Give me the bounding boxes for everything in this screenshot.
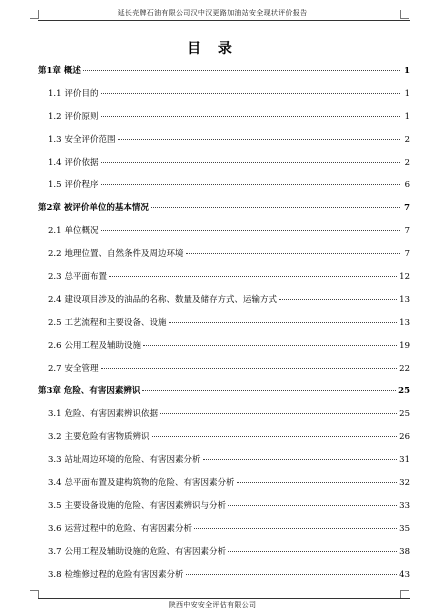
toc-page-number: 25 xyxy=(398,386,410,397)
toc-entry-number: 3.7 xyxy=(48,546,62,557)
toc-entry-title: 工艺流程和主要设备、设施 xyxy=(64,317,167,328)
toc-dot-leader xyxy=(101,162,400,163)
toc-dot-leader xyxy=(142,390,396,391)
toc-page-number: 38 xyxy=(399,546,410,557)
toc-chapter-entry[interactable] xyxy=(38,197,410,220)
toc-entry-title: 评价依据 xyxy=(64,157,99,168)
toc-entry-number: 第1章 xyxy=(38,66,61,76)
toc-section-entry[interactable] xyxy=(38,266,410,289)
toc-entry-number: 1.3 xyxy=(48,134,62,145)
toc-entry-title: 总平面布置及建构筑物的危险、有害因素分析 xyxy=(64,478,235,489)
toc-dot-leader xyxy=(101,184,400,185)
toc-entry-number: 3.6 xyxy=(48,523,62,534)
toc-entry-title: 运营过程中的危险、有害因素分析 xyxy=(64,523,193,534)
toc-dot-leader xyxy=(160,413,397,414)
toc-section-entry[interactable] xyxy=(38,174,410,197)
toc-page-number: 12 xyxy=(399,272,410,283)
toc-page-number: 33 xyxy=(399,500,410,511)
toc-page-number: 2 xyxy=(404,157,410,168)
toc-entry-title: 公用工程及辅助设施 xyxy=(64,340,142,351)
toc-page-number: 19 xyxy=(399,340,410,351)
toc-dot-leader xyxy=(186,574,398,575)
toc-section-entry[interactable] xyxy=(38,289,410,312)
toc-entry-number: 2.1 xyxy=(48,226,62,237)
toc-entry-title: 评价目的 xyxy=(64,88,99,99)
toc-section-entry[interactable] xyxy=(38,495,410,518)
toc-page-number: 26 xyxy=(399,432,410,443)
toc-entry-number: 2.7 xyxy=(48,363,62,374)
toc-entry-number: 第2章 xyxy=(38,203,61,214)
toc-entry-title: 公用工程及辅助设施的危险、有害因素分析 xyxy=(64,546,227,557)
toc-page-number: 25 xyxy=(399,409,410,420)
toc-section-entry[interactable] xyxy=(38,541,410,564)
toc-dot-leader xyxy=(228,505,397,506)
toc-entry-number: 3.5 xyxy=(48,500,62,511)
table-of-contents xyxy=(38,60,410,586)
toc-entry-title: 概述 xyxy=(63,66,81,76)
toc-page-number: 35 xyxy=(399,523,410,534)
toc-entry-title: 检维修过程的危险有害因素分析 xyxy=(64,569,184,580)
toc-entry-title: 主要危险有害物质辨识 xyxy=(64,432,150,443)
toc-page-number: 1 xyxy=(404,88,410,99)
toc-dot-leader xyxy=(169,322,398,323)
toc-dot-leader xyxy=(83,70,400,71)
toc-page-number: 31 xyxy=(399,455,410,466)
toc-section-entry[interactable] xyxy=(38,129,410,152)
toc-entry-title: 站址周边环境的危险、有害因素分析 xyxy=(64,455,201,466)
toc-page-number: 6 xyxy=(404,180,410,191)
toc-dot-leader xyxy=(118,139,400,140)
header-rule xyxy=(38,20,410,21)
toc-entry-title: 评价原则 xyxy=(64,111,99,122)
toc-page-number: 13 xyxy=(399,317,410,328)
toc-entry-number: 1.5 xyxy=(48,180,62,191)
toc-entry-title: 安全评价范围 xyxy=(64,134,116,145)
toc-entry-number: 2.6 xyxy=(48,340,62,351)
toc-section-entry[interactable] xyxy=(38,472,410,495)
toc-section-entry[interactable] xyxy=(38,83,410,106)
toc-dot-leader xyxy=(101,230,400,231)
toc-dot-leader xyxy=(279,299,397,300)
page-header: 延长壳牌石油有限公司汉中汉更路加油站安全现状评价报告 xyxy=(117,9,308,17)
toc-section-entry[interactable] xyxy=(38,152,410,175)
toc-entry-number: 2.2 xyxy=(48,249,62,260)
toc-entry-title: 建设项目涉及的油品的名称、数量及储存方式、运输方式 xyxy=(64,294,278,305)
toc-page-number: 13 xyxy=(399,294,410,305)
toc-dot-leader xyxy=(101,116,400,117)
toc-chapter-entry[interactable] xyxy=(38,380,410,403)
toc-entry-title: 安全管理 xyxy=(64,363,99,374)
toc-entry-number: 1.1 xyxy=(48,88,62,99)
toc-entry-number: 3.4 xyxy=(48,478,62,489)
toc-dot-leader xyxy=(152,436,398,437)
toc-section-entry[interactable] xyxy=(38,403,410,426)
toc-page-number: 1 xyxy=(404,111,410,122)
toc-section-entry[interactable] xyxy=(38,426,410,449)
toc-entry-title: 地理位置、自然条件及周边环境 xyxy=(64,249,184,260)
toc-section-entry[interactable] xyxy=(38,518,410,541)
toc-dot-leader xyxy=(109,276,397,277)
toc-dot-leader xyxy=(101,368,398,369)
toc-entry-number: 3.2 xyxy=(48,432,62,443)
toc-dot-leader xyxy=(101,93,400,94)
toc-section-entry[interactable] xyxy=(38,335,410,358)
footer-rule xyxy=(38,598,410,599)
toc-entry-number: 1.2 xyxy=(48,111,62,122)
toc-entry-number: 2.3 xyxy=(48,272,62,283)
toc-dot-leader xyxy=(228,551,397,552)
toc-section-entry[interactable] xyxy=(38,106,410,129)
toc-entry-number: 1.4 xyxy=(48,157,62,168)
toc-dot-leader xyxy=(143,345,397,346)
toc-entry-title: 危险、有害因素辨识依据 xyxy=(64,409,159,420)
toc-chapter-entry[interactable] xyxy=(38,60,410,83)
toc-page-number: 7 xyxy=(404,249,410,260)
toc-entry-number: 2.4 xyxy=(48,294,62,305)
toc-entry-title: 危险、有害因素辨识 xyxy=(63,386,141,397)
toc-entry-number: 3.3 xyxy=(48,455,62,466)
toc-entry-title: 单位概况 xyxy=(64,226,99,237)
toc-section-entry[interactable] xyxy=(38,564,410,587)
toc-section-entry[interactable] xyxy=(38,220,410,243)
toc-dot-leader xyxy=(203,459,398,460)
toc-entry-number: 3.8 xyxy=(48,569,62,580)
toc-page-number: 22 xyxy=(399,363,410,374)
toc-page-number: 32 xyxy=(399,478,410,489)
toc-entry-title: 总平面布置 xyxy=(64,272,108,283)
toc-entry-number: 3.1 xyxy=(48,409,62,420)
toc-entry-title: 评价程序 xyxy=(64,180,99,191)
toc-entry-number: 2.5 xyxy=(48,317,62,328)
toc-page-number: 7 xyxy=(404,203,410,214)
toc-page-number: 1 xyxy=(404,66,410,76)
toc-dot-leader xyxy=(151,207,400,208)
toc-dot-leader xyxy=(186,253,400,254)
toc-page-number: 2 xyxy=(404,134,410,145)
toc-entry-number: 第3章 xyxy=(38,386,61,397)
toc-section-entry[interactable] xyxy=(38,312,410,335)
page-footer: 陕西中安安全评估有限公司 xyxy=(168,601,257,609)
toc-page-number: 7 xyxy=(404,226,410,237)
toc-section-entry[interactable] xyxy=(38,449,410,472)
toc-dot-leader xyxy=(194,528,397,529)
toc-entry-title: 被评价单位的基本情况 xyxy=(63,203,149,214)
toc-entry-title: 主要设备设施的危险、有害因素辨识与分析 xyxy=(64,500,227,511)
toc-section-entry[interactable] xyxy=(38,358,410,381)
toc-title: 目 录 xyxy=(187,41,238,57)
toc-section-entry[interactable] xyxy=(38,243,410,266)
toc-page-number: 43 xyxy=(399,569,410,580)
toc-dot-leader xyxy=(237,482,398,483)
